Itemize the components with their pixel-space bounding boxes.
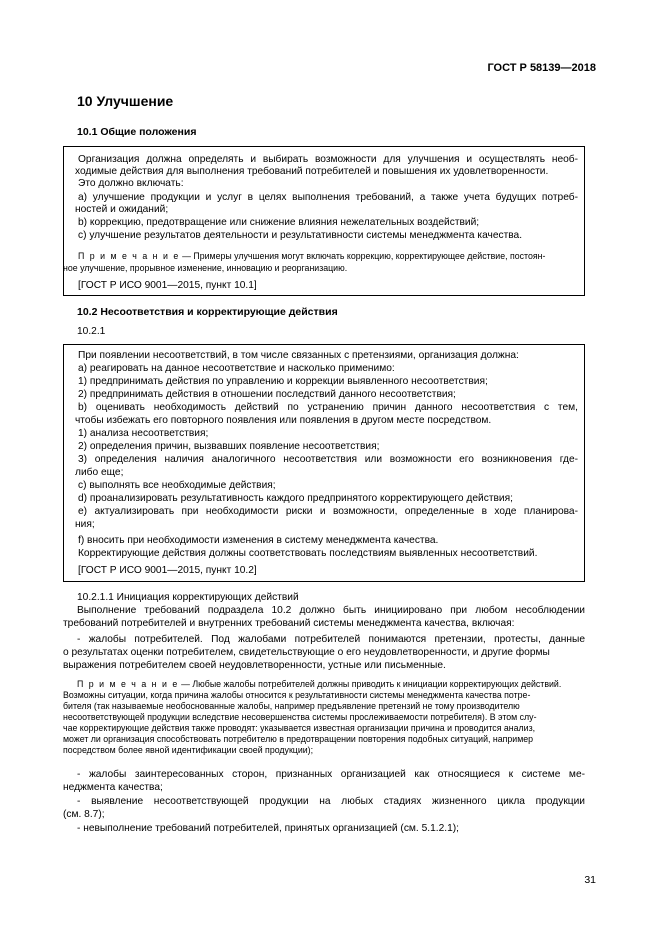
note-text: ное улучшение, прорывное изменение, инновацию и реорганизацию. [63,263,348,273]
note-text: — Примеры улучшения могут включать коррекцию, корректирующее действие, постоян- [179,251,546,261]
reference: [ГОСТ Р ИСО 9001—2015, пункт 10.2] [78,565,257,576]
note [78,251,545,262]
text-line: ностей и ожиданий; [75,204,169,215]
note-text: может ли организация способствовать потребителю в предотвращении повторения подобных ситуаций, например [63,734,534,744]
clause-title-10-2-1-1: 10.2.1.1 Инициация корректирующих действий [77,592,299,603]
clause-number: 10.2.1 [77,326,106,337]
text-line: 2) предпринимать действия в отношении последствий данного несоответствия; [78,389,456,400]
note-text: посредством более явной идентификации своей продукции); [63,745,314,755]
text-line: При появлении несоответствий, в том числе связанных с претензиями, организация должна: [78,350,519,361]
quote-box-iso-10-1 [63,146,585,296]
subsection-title-10-1: 10.1 Общие положения [77,126,197,138]
quote-box-iso-10-2 [63,344,585,582]
text-line: 3) определения наличия аналогичного несоответствия или возможности его возникновения где- [78,454,578,465]
text-line: f) вносить при необходимости изменения в систему менеджмента качества. [78,535,439,546]
text-line: Организация должна определять и выбирать возможности для улучшения и осуществлять необ- [78,154,578,165]
text-line: Выполнение требований подраздела 10.2 должно быть инициировано при любом несоблюдении [77,605,585,616]
note-text: Возможны ситуации, когда причина жалобы относится к результативности системы менеджмента качества потре- [63,690,531,700]
text-line: c) улучшение результатов деятельности и результативности системы менеджмента качества. [78,230,523,241]
note-text: — Любые жалобы потребителей должны приводить к инициации корректирующих действий. [178,679,562,689]
note-label: П р и м е ч а н и е [77,679,179,689]
reference: [ГОСТ Р ИСО 9001—2015, пункт 10.1] [78,280,257,291]
text-line: выражения потребителем своей неудовлетворенности, устные или письменные. [63,660,446,671]
note [77,679,561,690]
text-line: e) актуализировать при необходимости риски и возможности, определенные в ходе планирова- [78,506,578,517]
text-line: чтобы избежать его повторного появления или появления в другом месте посредством. [75,415,492,426]
section-title: 10 Улучшение [77,93,174,109]
text-line: c) выполнять все необходимые действия; [78,480,276,491]
text-line: ходимые действия для выполнения требований потребителей и повышения их удовлетворенности. [75,166,549,177]
subsection-title-10-2: 10.2 Несоответствия и корректирующие действия [77,306,338,318]
text-line: d) проанализировать результативность каждого предпринятого корректирующего действия; [78,493,513,504]
text-line: - выявление несоответствующей продукции на любых стадиях жизненного цикла продукции [77,796,585,807]
text-line: ния; [75,519,95,530]
note-text: бителя (так называемые необоснованные жалобы, например предъявление претензий не тому производителю [63,701,520,711]
text-line: a) реагировать на данное несоответствие и насколько применимо: [78,363,395,374]
text-line: a) улучшение продукции и услуг в целях выполнения требований, а также учета будущих потреб- [78,192,578,203]
note-text: чае корректирующие действия также проводят: указывается известная организации причина и проводится анализ, [63,723,536,733]
text-line: неджмента качества; [63,782,163,793]
text-line: (см. 8.7); [63,809,105,820]
text-line: b) коррекцию, предотвращение или снижение влияния нежелательных воздействий; [78,217,480,228]
text-line: либо еще; [75,467,124,478]
text-line: - жалобы потребителей. Под жалобами потребителей понимаются претензии, протесты, данные [77,634,585,645]
text-line: Это должно включать: [78,178,184,189]
text-line: - невыполнение требований потребителей, принятых организацией (см. 5.1.2.1); [77,823,459,834]
text-line: Корректирующие действия должны соответствовать последствиям выявленных несоответствий. [78,548,538,559]
text-line: 1) анализа несоответствия; [78,428,209,439]
text-line: требований потребителей и внутренних требований системы менеджмента качества, включая: [63,618,515,629]
note-text: несоответствующей продукции вследствие несовершенства системы прослеживаемости потребителя). В этом слу- [63,712,537,722]
text-line: 2) определения причин, вызвавших появление несоответствия; [78,441,380,452]
text-line: 1) предпринимать действия по управлению и коррекции выявленного несоответствия; [78,376,488,387]
text-line: - жалобы заинтересованных сторон, признанных организацией как относящиеся к системе ме- [77,769,585,780]
text-line: b) оценивать необходимость действий по устранению причин данного несоответствия с тем, [78,402,578,413]
page-number: 31 [584,874,596,886]
text-line: о результатах оценки потребителем, свидетельствующие о его неудовлетворенности, и другие формы [63,647,550,658]
document-code: ГОСТ Р 58139—2018 [487,62,596,74]
note-label: П р и м е ч а н и е [78,251,180,261]
